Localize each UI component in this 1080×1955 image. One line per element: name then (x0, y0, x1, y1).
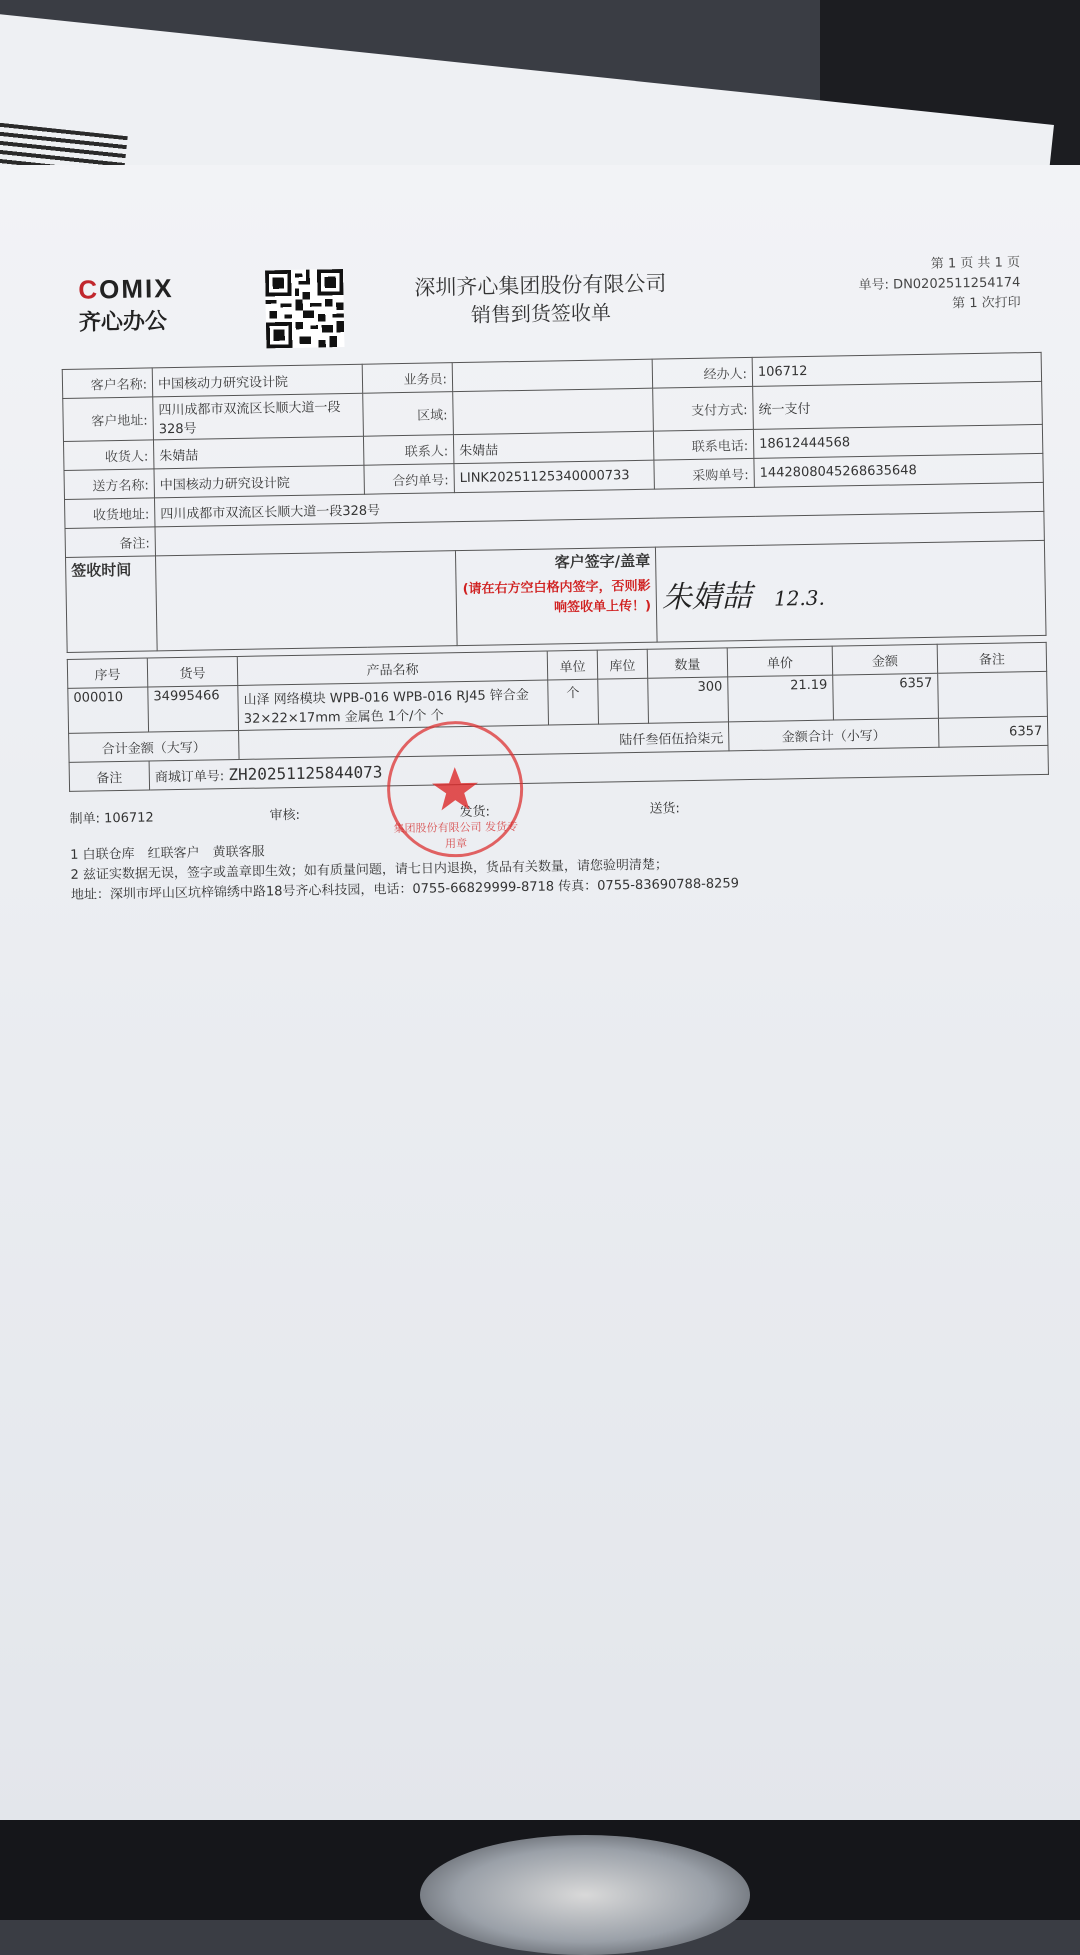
receipt-document (60, 253, 1051, 906)
handler: 106712 (752, 352, 1041, 386)
sender: 中国核动力研究设计院 (154, 465, 364, 498)
seal-text: 集团股份有限公司 发货专用章 (393, 820, 519, 851)
customer-address-label: 客户地址: (63, 397, 154, 442)
sign-time-field (156, 551, 458, 651)
order-number: ZH20251125844073 (228, 761, 383, 784)
sign-row (66, 540, 1047, 652)
items-table (67, 642, 1049, 792)
phone-label: 联系电话: (653, 429, 753, 460)
page-info: 第 1 页 共 1 页 (930, 255, 1021, 272)
region-label: 区域: (363, 392, 454, 437)
item-product: 山泽 网络模块 WPB-016 WPB-016 RJ45 锌合金 32×22×17mm 金属色 1个/个 个 (238, 680, 549, 730)
customer-address: 四川成都市双流区长顺大道一段328号 (153, 393, 364, 440)
handwritten-signature: 朱婧喆 (661, 578, 753, 616)
handwritten-date: 12.3. (773, 585, 826, 611)
contact: 朱婧喆 (453, 431, 653, 463)
order-label: 商城订单号: (154, 768, 225, 785)
purchase-number: 1442808045268635648 (754, 453, 1043, 487)
footer (69, 793, 1051, 906)
column-header: 序号 (67, 658, 147, 688)
column-header: 单价 (727, 646, 832, 677)
company-seal (386, 720, 524, 858)
salesperson (452, 359, 652, 391)
column-header: 库位 (597, 649, 647, 679)
document-title: 销售到货签收单 (470, 300, 612, 327)
receiver-label: 收货人: (63, 440, 153, 471)
item-seq: 000010 (68, 687, 149, 733)
column-header: 单位 (547, 650, 597, 680)
order-remark-label: 备注 (69, 761, 149, 791)
receipt-sheet (0, 165, 1080, 1835)
document-meta (858, 253, 1021, 316)
column-header: 货号 (147, 656, 237, 687)
sign-time-label: 签收时间 (66, 556, 158, 653)
item-unit: 个 (548, 679, 599, 725)
contract-label: 合约单号: (364, 464, 454, 495)
handler-label: 经办人: (652, 357, 752, 388)
footer-line-address: 地址：深圳市坪山区坑梓锦绣中路18号齐心科技园，电话：0755-66829999-8718 传真：0755-83690788-8259 (70, 876, 740, 903)
footer-line-copies: 1 白联仓库 红联客户 黄联客服 (70, 844, 265, 863)
purchase-label: 采购单号: (654, 458, 754, 489)
receiver: 朱婧喆 (153, 436, 363, 469)
signature-label: 客户签字/盖章 (554, 551, 651, 572)
comix-logo: COMIX (78, 273, 174, 305)
logo-chinese: 齐心办公 (78, 309, 168, 336)
payment-label: 支付方式: (653, 386, 754, 431)
customer-name: 中国核动力研究设计院 (152, 364, 362, 397)
region (453, 388, 654, 434)
maker: 制单: 106712 (69, 810, 154, 827)
total-upper-label: 合计金额（大写） (69, 730, 239, 762)
phone: 18612444568 (753, 424, 1042, 458)
item-location (598, 678, 649, 724)
remark-label: 备注: (65, 527, 155, 558)
review-label: 审核: (269, 807, 301, 824)
signature-box (655, 540, 1046, 642)
salesperson-label: 业务员: (362, 363, 452, 394)
column-header: 备注 (937, 642, 1046, 673)
item-qty: 300 (648, 677, 729, 723)
print-count: 第 1 次打印 (952, 295, 1021, 312)
deliver-label: 送货: (649, 801, 681, 817)
item-remark (938, 671, 1048, 718)
customer-name-label: 客户名称: (62, 368, 152, 399)
column-header: 产品名称 (237, 651, 547, 685)
header (60, 253, 1042, 365)
footer-line-terms: 2 兹证实数据无误，签字或盖章即生效；如有质量问题，请七日内退换，货品有关数量，请您验明清楚； (70, 857, 669, 883)
item-sku: 34995466 (148, 685, 239, 732)
payment-method: 统一支付 (753, 381, 1043, 429)
signature-prompt (455, 547, 657, 645)
sender-label: 送方名称: (64, 469, 154, 500)
contact-label: 联系人: (363, 435, 453, 466)
doc-number: 单号: DN0202511254174 (858, 275, 1021, 294)
total-upper: 陆仟叁佰伍拾柒元 (239, 722, 729, 760)
delivery-address-label: 收货地址: (65, 498, 155, 529)
star-icon (430, 764, 481, 815)
item-amount: 6357 (833, 673, 939, 720)
ship-label: 发货: (459, 804, 491, 821)
signature-note: (请在右方空白格内签字，否则影响签收单上传！) (462, 578, 652, 616)
column-header: 金额 (832, 644, 937, 675)
delivery-address: 四川成都市双流区长顺大道一段328号 (154, 482, 1043, 527)
qr-code-icon (265, 269, 344, 348)
total-small-label: 金额合计（小写） (728, 718, 938, 751)
customer-info-table (62, 352, 1047, 653)
contract-number: LINK20251125340000733 (454, 460, 654, 492)
item-price: 21.19 (728, 675, 834, 722)
cup-object (420, 1835, 750, 1955)
company-name: 深圳齐心集团股份有限公司 (414, 271, 667, 300)
total-small: 6357 (938, 716, 1047, 747)
column-header: 数量 (647, 648, 727, 678)
